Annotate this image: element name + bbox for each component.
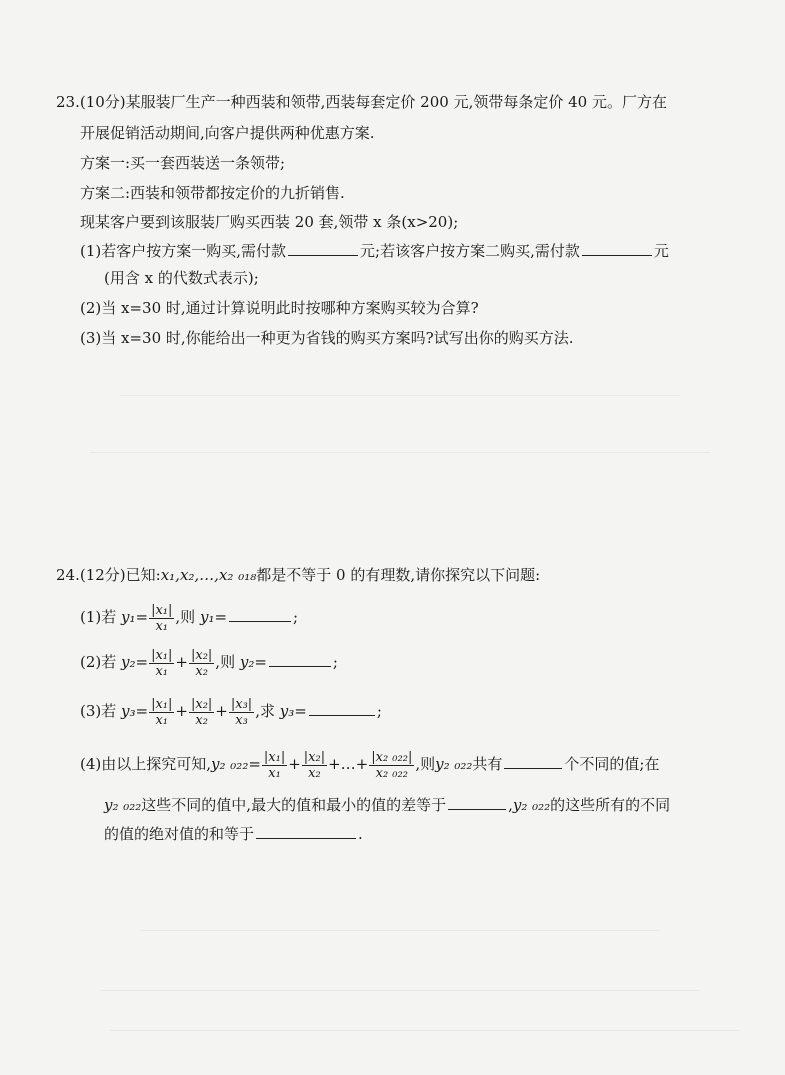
q24-stem bbox=[56, 565, 540, 585]
q24-part3-label: (3)若 bbox=[80, 702, 117, 720]
plus: + bbox=[288, 755, 301, 773]
scan-noise bbox=[120, 395, 680, 396]
q23-part3: (3)当 x=30 时,你能给出一种更为省钱的购买方案吗?试写出你的购买方法. bbox=[80, 329, 574, 347]
fraction-x2022 bbox=[369, 750, 414, 781]
q23-plan2: 方案二:西装和领带都按定价的九折销售. bbox=[80, 184, 345, 202]
q24-part4-text-b: ,则 bbox=[415, 755, 436, 773]
semicolon: ; bbox=[293, 608, 299, 626]
fraction-x1 bbox=[262, 750, 287, 781]
denominator: x₂ bbox=[195, 712, 208, 728]
answer-blank[interactable] bbox=[269, 652, 331, 667]
q24-part2-label: (2)若 bbox=[80, 653, 117, 671]
q24-part4-line1 bbox=[80, 746, 659, 782]
q24-stem-b: 都是不等于 0 的有理数,请你探究以下问题: bbox=[256, 566, 541, 584]
q23-setup: 现某客户要到该服装厂购买西装 20 套,领带 x 条(x>20); bbox=[80, 213, 459, 231]
q23-part2: (2)当 x=30 时,通过计算说明此时按哪种方案购买较为合算? bbox=[80, 299, 479, 317]
denominator: x₂ ₀₂₂ bbox=[375, 765, 408, 781]
numerator: |x₃| bbox=[230, 696, 253, 712]
answer-blank[interactable] bbox=[309, 701, 375, 716]
denominator: x₂ bbox=[308, 765, 321, 781]
denominator: x₁ bbox=[155, 618, 169, 634]
numerator: |x₁| bbox=[151, 602, 173, 618]
q23-plan1: 方案一:买一套西装送一条领带; bbox=[80, 154, 286, 172]
then-text: ,则 bbox=[215, 653, 236, 671]
q24-part4-text-c: 共有 bbox=[472, 755, 503, 773]
q23-part1-text-c: 元 bbox=[653, 242, 669, 260]
q24-part4-line2 bbox=[104, 795, 670, 815]
denominator: x₃ bbox=[235, 712, 248, 728]
numerator: |x₁| bbox=[151, 647, 173, 663]
scan-noise bbox=[140, 930, 660, 931]
y3-label: y₃= bbox=[279, 702, 307, 720]
answer-blank[interactable] bbox=[229, 607, 291, 622]
denominator: x₁ bbox=[268, 765, 281, 781]
q24-part4-text-a: (4)由以上探究可知, bbox=[80, 755, 212, 773]
q24-part2 bbox=[80, 645, 338, 679]
q24-part4-text-e: 这些不同的值中,最大的值和最小的值的差等于 bbox=[141, 796, 447, 814]
y1-label: y₁= bbox=[121, 608, 149, 626]
fraction-x2 bbox=[189, 648, 214, 679]
scan-noise bbox=[110, 1030, 740, 1031]
numerator: |x₂| bbox=[303, 749, 326, 765]
q23-part1-text-a: (1)若客户按方案一购买,需付款 bbox=[80, 242, 287, 260]
scan-noise bbox=[100, 990, 700, 991]
q24-part4-text-h: 的值的绝对值的和等于 bbox=[104, 825, 255, 843]
q24-part4-line3 bbox=[104, 824, 363, 844]
q24-stem-vars: x₁,x₂,…,x₂ ₀₁₈ bbox=[160, 566, 257, 584]
q23-part1-note: (用含 x 的代数式表示); bbox=[104, 269, 259, 287]
plus: + bbox=[175, 702, 188, 720]
q24-part1-label: (1)若 bbox=[80, 608, 117, 626]
numerator: |x₂| bbox=[190, 647, 213, 663]
answer-blank[interactable] bbox=[448, 795, 506, 810]
q24-part4-text-d: 个不同的值;在 bbox=[564, 755, 660, 773]
ellipsis-plus: +…+ bbox=[328, 755, 369, 773]
answer-blank[interactable] bbox=[288, 241, 358, 256]
numerator: |x₁| bbox=[151, 696, 173, 712]
q24-part4-text-g: 的这些所有的不同 bbox=[550, 796, 671, 814]
scan-noise bbox=[90, 452, 710, 453]
answer-blank[interactable] bbox=[582, 241, 652, 256]
y2022-label: y₂ ₀₂₂ bbox=[512, 796, 551, 814]
semicolon: ; bbox=[376, 702, 382, 720]
denominator: x₁ bbox=[155, 663, 169, 679]
q23-part1-text-b: 元;若该客户按方案二购买,需付款 bbox=[360, 242, 580, 260]
numerator: |x₂ ₀₂₂| bbox=[371, 749, 413, 765]
fraction-x3 bbox=[229, 697, 254, 728]
q24-part1 bbox=[80, 600, 298, 634]
answer-blank[interactable] bbox=[504, 754, 562, 769]
y2022-label: y₂ ₀₂₂ bbox=[435, 755, 473, 773]
numerator: |x₁| bbox=[263, 749, 286, 765]
then-text: ,则 bbox=[175, 608, 196, 626]
y3-label: y₃= bbox=[121, 702, 149, 720]
numerator: |x₂| bbox=[190, 696, 213, 712]
q24-stem-a: 24.(12分)已知: bbox=[56, 566, 161, 584]
period: . bbox=[358, 825, 363, 843]
q23-stem-line2: 开展促销活动期间,向客户提供两种优惠方案. bbox=[80, 124, 375, 142]
y2-label: y₂= bbox=[121, 653, 149, 671]
q24-part3 bbox=[80, 694, 382, 728]
fraction-x1 bbox=[149, 603, 174, 634]
y1-label: y₁= bbox=[199, 608, 228, 626]
y2022-label: y₂ ₀₂₂ bbox=[104, 796, 142, 814]
comma: , bbox=[508, 796, 513, 814]
fraction-x1 bbox=[149, 697, 174, 728]
fraction-x2 bbox=[189, 697, 214, 728]
plus: + bbox=[175, 653, 188, 671]
y2-label: y₂= bbox=[239, 653, 267, 671]
denominator: x₂ bbox=[195, 663, 208, 679]
q23-stem-line1: 23.(10分)某服装厂生产一种西装和领带,西装每套定价 200 元,领带每条定价 40 元。厂方在 bbox=[56, 93, 667, 111]
plus: + bbox=[215, 702, 228, 720]
y2022-label: y₂ ₀₂₂= bbox=[211, 755, 261, 773]
fraction-x2 bbox=[302, 750, 327, 781]
find-text: ,求 bbox=[255, 702, 275, 720]
fraction-x1 bbox=[149, 648, 174, 679]
denominator: x₁ bbox=[155, 712, 169, 728]
semicolon: ; bbox=[332, 653, 338, 671]
answer-blank[interactable] bbox=[256, 824, 356, 839]
q23-part1 bbox=[80, 241, 669, 261]
